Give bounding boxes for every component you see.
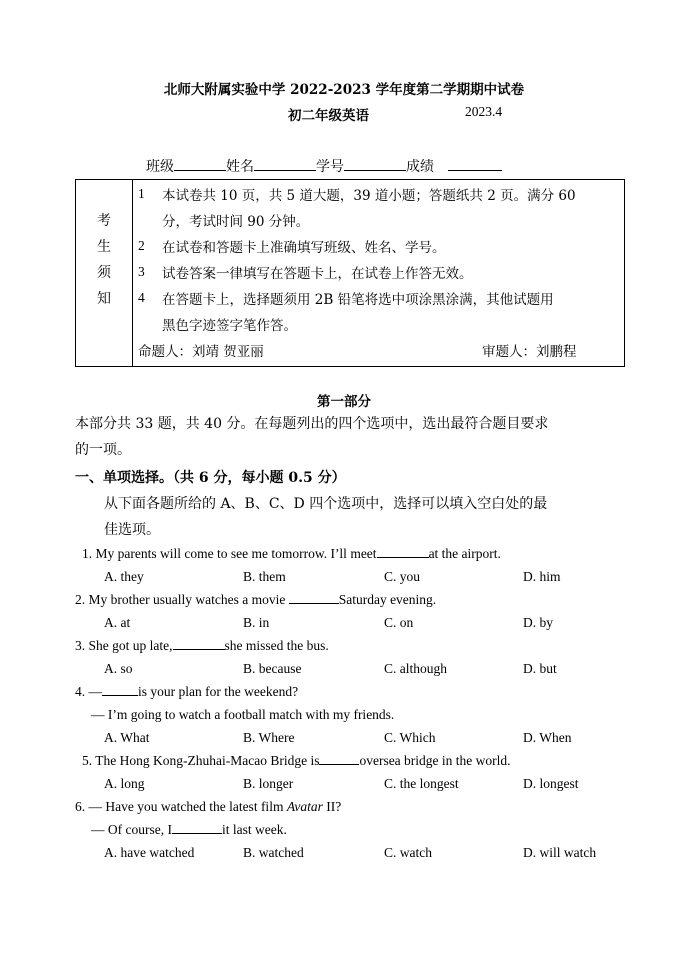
notice-item-number: 1 bbox=[138, 186, 145, 201]
answer-blank[interactable] bbox=[173, 638, 225, 650]
question-stem bbox=[82, 546, 501, 562]
exam-date: 2023.4 bbox=[465, 104, 503, 119]
grade-subject: 初二年级英语 bbox=[288, 108, 369, 124]
notice-item-text: 在答题卡上，选择题须用 2B 铅笔将选中项涂黑涂满，其他试题用 bbox=[162, 292, 554, 308]
question-dialogue: — I’m going to watch a football match with my friends. bbox=[91, 707, 395, 722]
question-stem bbox=[75, 684, 298, 700]
question-stem bbox=[75, 799, 341, 815]
question-text: at the airport. bbox=[428, 546, 501, 561]
part-intro: 的一项。 bbox=[75, 442, 131, 458]
option-b[interactable]: B. Where bbox=[243, 730, 295, 745]
question-text: she missed the bus. bbox=[224, 638, 329, 653]
question-reviewer: 审题人：刘鹏程 bbox=[482, 344, 577, 360]
part-intro: 本部分共 33 题，共 40 分。在每题列出的四个选项中，选出最符合题目要求 bbox=[75, 416, 549, 432]
question-text: 5. The Hong Kong-Zhuhai-Macao Bridge is bbox=[82, 753, 320, 768]
notice-item-text: 黑色字迹签字笔作答。 bbox=[162, 318, 297, 334]
notice-item-number: 2 bbox=[138, 238, 145, 253]
notice-label-char: 知 bbox=[97, 291, 111, 307]
question-text: 4. — bbox=[75, 684, 102, 699]
option-a[interactable]: A. have watched bbox=[104, 845, 195, 860]
film-numeral: II bbox=[322, 799, 336, 814]
question-text: 2. My brother usually watches a movie bbox=[75, 592, 286, 607]
question-dialogue bbox=[91, 822, 287, 838]
option-c[interactable]: C. watch bbox=[384, 845, 432, 860]
option-a[interactable]: A. so bbox=[104, 661, 133, 676]
option-d[interactable]: D. him bbox=[523, 569, 561, 584]
score-label: 成绩 bbox=[406, 159, 434, 175]
option-c[interactable]: C. you bbox=[384, 569, 421, 584]
question-setter: 命题人：刘靖 贺亚丽 bbox=[138, 344, 264, 360]
question-text: oversea bridge in the world. bbox=[359, 753, 511, 768]
option-c[interactable]: C. although bbox=[384, 661, 447, 676]
question-stem bbox=[75, 592, 436, 608]
option-a[interactable]: A. long bbox=[104, 776, 145, 791]
question-text: Saturday evening. bbox=[338, 592, 437, 607]
id-blank[interactable] bbox=[344, 158, 406, 171]
notice-item-number: 4 bbox=[138, 290, 145, 305]
question-text: 1. My parents will come to see me tomorrow. I’ll meet bbox=[82, 546, 377, 561]
exam-title: 北师大附属实验中学 2022-2023 学年度第二学期期中试卷 bbox=[163, 82, 525, 98]
section-instruction: 佳选项。 bbox=[104, 522, 160, 538]
option-d[interactable]: D. by bbox=[523, 615, 553, 630]
student-info-line bbox=[146, 156, 502, 176]
notice-item-text: 分，考试时间 90 分钟。 bbox=[162, 214, 310, 230]
name-blank[interactable] bbox=[254, 158, 316, 171]
question-stem bbox=[75, 638, 329, 654]
part-title: 第一部分 bbox=[317, 394, 371, 410]
section-instruction: 从下面各题所给的 A、B、C、D 四个选项中，选择可以填入空白处的最 bbox=[104, 496, 548, 512]
option-a[interactable]: A. What bbox=[104, 730, 150, 745]
question-text: it last week. bbox=[221, 822, 287, 837]
option-b[interactable]: B. because bbox=[243, 661, 302, 676]
option-d[interactable]: D. longest bbox=[523, 776, 579, 791]
answer-blank[interactable] bbox=[319, 753, 359, 765]
answer-blank[interactable] bbox=[102, 684, 138, 696]
question-text: — Of course, I bbox=[91, 822, 172, 837]
answer-blank[interactable] bbox=[289, 592, 339, 604]
notice-item-number: 3 bbox=[138, 264, 145, 279]
notice-item-text: 试卷答案一律填写在答题卡上，在试卷上作答无效。 bbox=[162, 266, 473, 282]
option-a[interactable]: A. at bbox=[104, 615, 131, 630]
film-title: Avatar bbox=[286, 799, 323, 814]
question-text: is your plan for the weekend? bbox=[138, 684, 299, 699]
id-label: 学号 bbox=[316, 159, 344, 175]
question-text: 3. She got up late, bbox=[75, 638, 173, 653]
exam-notice-box bbox=[75, 179, 625, 367]
answer-blank[interactable] bbox=[172, 822, 222, 834]
question-stem bbox=[82, 753, 511, 769]
notice-label-char: 考 bbox=[97, 213, 111, 229]
option-b[interactable]: B. watched bbox=[243, 845, 304, 860]
score-blank[interactable] bbox=[448, 158, 502, 171]
option-c[interactable]: C. the longest bbox=[384, 776, 459, 791]
option-b[interactable]: B. longer bbox=[243, 776, 294, 791]
notice-label-char: 须 bbox=[97, 265, 111, 281]
option-d[interactable]: D. When bbox=[523, 730, 572, 745]
option-b[interactable]: B. them bbox=[243, 569, 286, 584]
question-text: ? bbox=[335, 799, 342, 814]
answer-blank[interactable] bbox=[377, 546, 429, 558]
name-label: 姓名 bbox=[226, 159, 254, 175]
question-text: 6. — Have you watched the latest film bbox=[75, 799, 287, 814]
class-label: 班级 bbox=[146, 159, 174, 175]
option-c[interactable]: C. on bbox=[384, 615, 414, 630]
section-title: 一、单项选择。（共 6 分，每小题 0.5 分） bbox=[75, 470, 346, 486]
class-blank[interactable] bbox=[174, 158, 226, 171]
notice-label-char: 生 bbox=[97, 239, 111, 255]
option-a[interactable]: A. they bbox=[104, 569, 144, 584]
option-d[interactable]: D. but bbox=[523, 661, 557, 676]
notice-item-text: 本试卷共 10 页，共 5 道大题，39 道小题；答题纸共 2 页。满分 60 bbox=[162, 188, 576, 204]
option-b[interactable]: B. in bbox=[243, 615, 270, 630]
option-d[interactable]: D. will watch bbox=[523, 845, 597, 860]
notice-item-text: 在试卷和答题卡上准确填写班级、姓名、学号。 bbox=[162, 240, 446, 256]
option-c[interactable]: C. Which bbox=[384, 730, 436, 745]
notice-divider bbox=[132, 180, 133, 366]
